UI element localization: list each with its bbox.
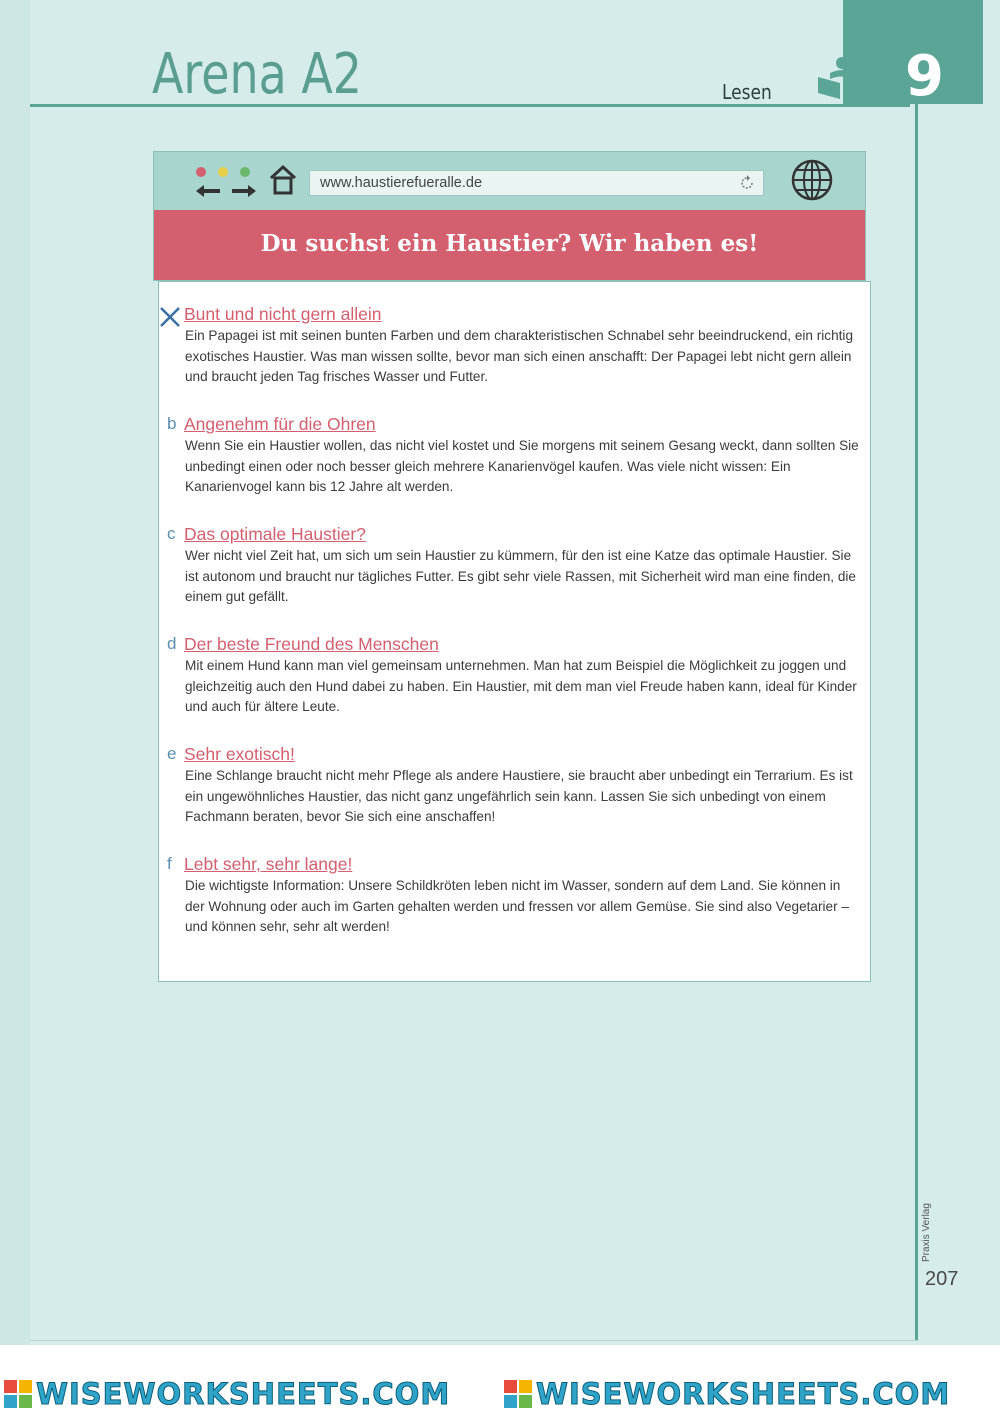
globe-icon: [790, 158, 834, 202]
browser-frame: [153, 151, 866, 281]
section-label: Lesen: [722, 80, 772, 104]
wise-logo-icon: [504, 1380, 532, 1408]
bottom-rule: [30, 1340, 918, 1341]
entry-letter: c: [167, 524, 176, 543]
page-banner: [154, 210, 865, 280]
crossed-out-letter-icon: [159, 306, 181, 328]
entry-text: Mit einem Hund kann man viel gemeinsam unternehmen. Man hat zum Beispiel die Möglichkeit zu joggen und gleichzeitig auch den Hund dabei zu haben. Ein Haustier, mit dem man viel Freude haben kann, ideal für Kinder und auch für ältere Leute.: [185, 658, 857, 714]
entry-text: Die wichtigste Information: Unsere Schildkröten leben nicht im Wasser, sondern auf dem Land. Sie können in der Wohnung oder auch im Garten gehalten werden und fressen vor allem Gemüse. Sie sind also Vegetarier – und können sehr, sehr alt werden!: [185, 878, 849, 934]
entry-title: Sehr exotisch!: [184, 744, 295, 764]
entry-title: Der beste Freund des Menschen: [184, 634, 439, 654]
banner-title: Du suchst ein Haustier? Wir haben es!: [260, 230, 759, 257]
entry-text: Eine Schlange braucht nicht mehr Pflege als andere Haustiere, sie braucht aber unbedingt ein Terrarium. Es ist ein ungewöhnliches Haustier, das nicht ganz ungefährlich sein kann. Lassen Sie sich unbedingt von einem Fachmann beraten, bevor Sie sich eine anschaffen!: [185, 768, 853, 824]
entry-title: Angenehm für die Ohren: [184, 414, 376, 434]
watermark-footer: [0, 1375, 1000, 1413]
right-margin-rule: [915, 104, 918, 1340]
green-dot-icon: [240, 167, 250, 177]
red-dot-icon: [196, 167, 206, 177]
left-margin-band: [0, 0, 30, 1345]
entry-text: Ein Papagei ist mit seinen bunten Farben und dem charakteristischen Schnabel sehr beeindruckend, ein richtig exotisches Haustier. Was man wissen sollte, bevor man sich einen anschafft: Der Papagei lebt nicht gern allein und braucht jeden Tag frisches Wasser und Futter.: [185, 328, 853, 384]
entry-letter: d: [167, 634, 177, 653]
entry-text: Wenn Sie ein Haustier wollen, das nicht viel kostet und Sie morgens mit seinem Gesang weckt, dann sollten Sie unbedingt einen oder noch besser gleich mehrere Kanarienvögel kaufen. Was viele nicht wissen: Ein Kanarienvogel kann bis 12 Jahre alt werden.: [185, 438, 859, 494]
entry-letter: e: [167, 744, 177, 763]
wise-logo-icon: [4, 1380, 32, 1408]
book-title: Arena A2: [152, 42, 363, 107]
entry-text: Wer nicht viel Zeit hat, um sich um sein Haustier zu kümmern, für den ist eine Katze das optimale Haustier. Sie ist autonom und braucht nur tägliches Futter. Es gibt sehr viele Rassen, mit Sicherheit wird man eine finden, die einem gut gefällt.: [185, 548, 856, 604]
yellow-dot-icon: [218, 167, 228, 177]
back-forward-arrows-icon: [194, 179, 258, 199]
url-text: www.haustierefueralle.de: [320, 175, 483, 191]
entry-letter: b: [167, 414, 177, 433]
entry-title: Bunt und nicht gern allein: [184, 304, 382, 324]
entry-title: Lebt sehr, sehr lange!: [184, 854, 353, 874]
entry-letter: f: [167, 854, 172, 873]
chapter-number: 9: [905, 44, 944, 109]
page-number: 207: [925, 1268, 959, 1290]
watermark-text: WISEWORKSHEETS.COM: [536, 1377, 951, 1411]
article-list: [158, 281, 871, 982]
entry-title: Das optimale Haustier?: [184, 524, 366, 544]
publisher-label: Praxis Verlag: [921, 1203, 932, 1262]
reload-icon: [739, 175, 755, 191]
home-icon: [269, 164, 297, 196]
address-bar[interactable]: [309, 170, 764, 196]
reading-book-icon: [816, 55, 868, 101]
watermark-text: WISEWORKSHEETS.COM: [36, 1377, 451, 1411]
